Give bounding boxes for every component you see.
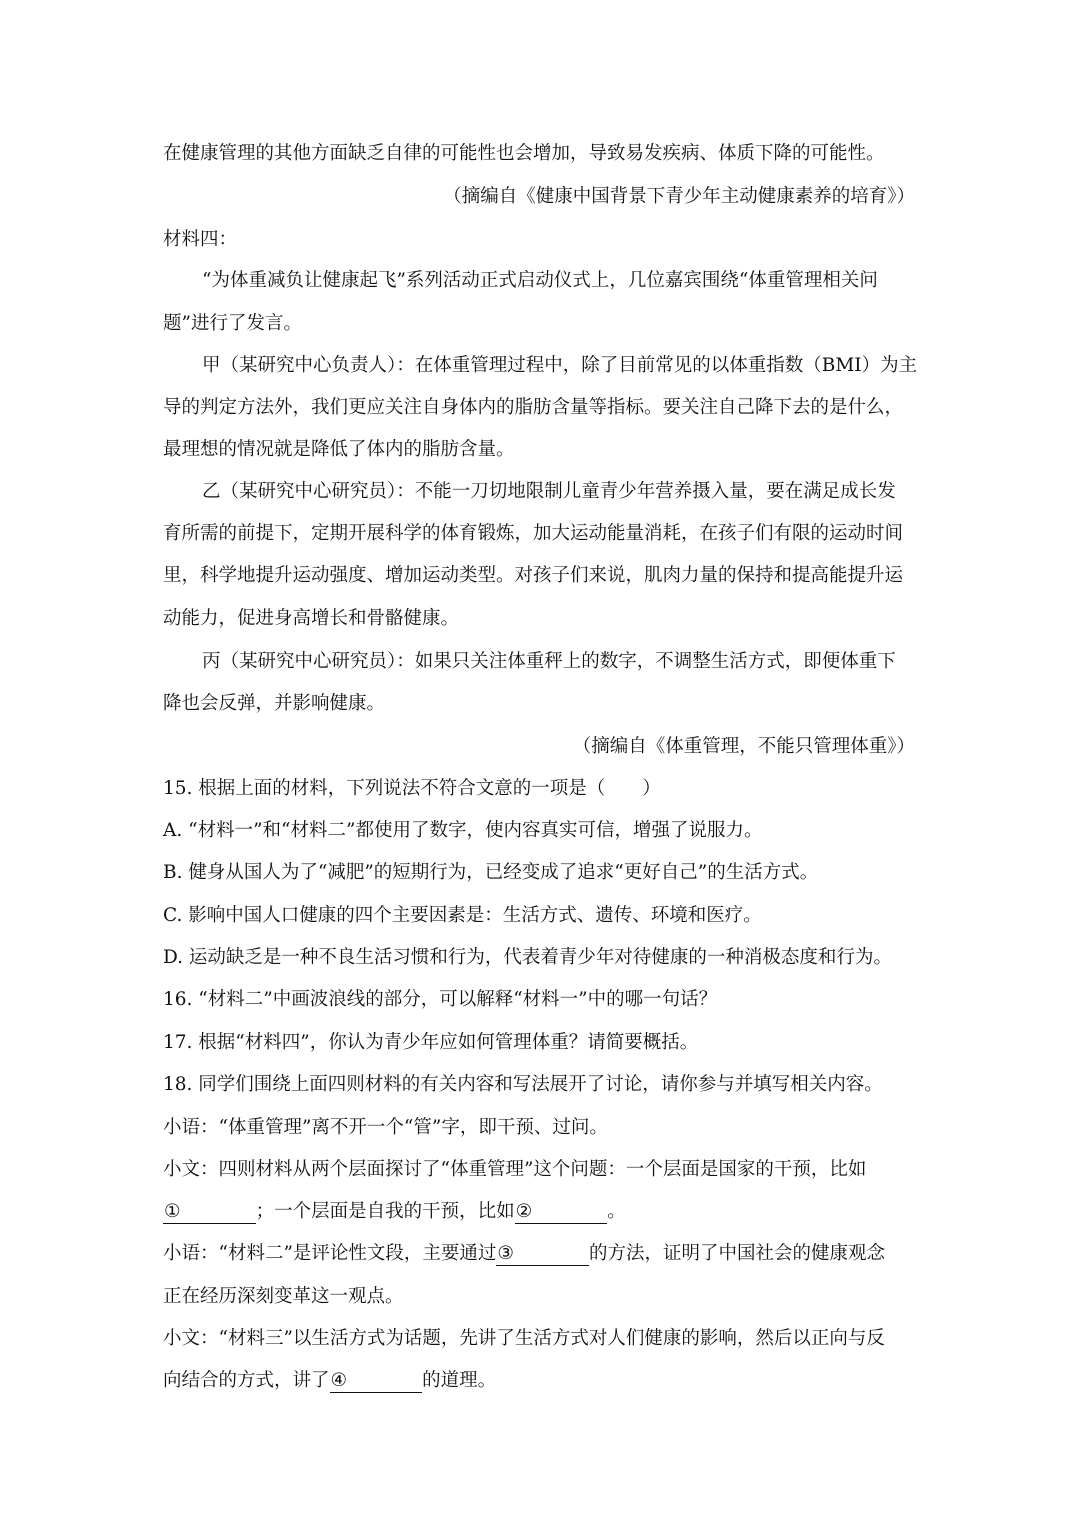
discussion-text: 的道理。 (422, 1370, 497, 1391)
answer-blank-1[interactable]: ① (164, 1201, 255, 1222)
material4-jia-line1: 甲（某研究中心负责人）：在体重管理过程中，除了目前常见的以体重指数（BMI）为主 (202, 355, 918, 376)
discussion-line-5: 正在经历深刻变革这一观点。 (163, 1286, 404, 1307)
material4-yi-line1: 乙（某研究中心研究员）：不能一刀切地限制儿童青少年营养摄入量，要在满足成长发 (202, 481, 896, 502)
question-15-option-c: C. 影响中国人口健康的四个主要因素是：生活方式、遗传、环境和医疗。 (163, 905, 762, 926)
discussion-line-4 (163, 1241, 885, 1267)
material4-heading: 材料四： (163, 229, 238, 250)
discussion-line-1: 小语：“体重管理”离不开一个“管”字，即干预、过问。 (163, 1117, 608, 1138)
discussion-line-7 (163, 1368, 496, 1394)
discussion-text: 小语：“材料二”是评论性文段，主要通过 (163, 1243, 497, 1264)
material4-yi-line3: 里，科学地提升运动强度、增加运动类型。对孩子们来说，肌肉力量的保持和提高能提升运 (163, 565, 904, 586)
question-15-option-b: B. 健身从国人为了“减肥”的短期行为，已经变成了追求“更好自己”的生活方式。 (163, 862, 819, 883)
material4-source: （摘编自《体重管理，不能只管理体重》） (572, 736, 915, 757)
material3-source: （摘编自《健康中国背景下青少年主动健康素养的培育》） (443, 186, 915, 207)
question-15-option-d: D. 运动缺乏是一种不良生活习惯和行为，代表着青少年对待健康的一种消极态度和行为。 (163, 947, 892, 968)
material4-jia-line3: 最理想的情况就是降低了体内的脂肪含量。 (163, 439, 515, 460)
material3-tail-text: 在健康管理的其他方面缺乏自律的可能性也会增加，导致易发疾病、体质下降的可能性。 (163, 143, 885, 164)
material4-intro-line2: 题”进行了发言。 (163, 313, 302, 334)
question-18: 18. 同学们围绕上面四则材料的有关内容和写法展开了讨论，请你参与并填写相关内容。 (163, 1074, 883, 1095)
discussion-text: 。 (607, 1201, 626, 1222)
discussion-text: 向结合的方式，讲了 (163, 1370, 330, 1391)
answer-blank-3[interactable]: ③ (497, 1243, 589, 1264)
material4-yi-line4: 动能力，促进身高增长和骨骼健康。 (163, 608, 460, 629)
discussion-text: ；一个层面是自我的干预，比如 (255, 1201, 515, 1222)
question-17: 17. 根据“材料四”，你认为青少年应如何管理体重？请简要概括。 (163, 1032, 699, 1053)
discussion-text: 的方法，证明了中国社会的健康观念 (589, 1243, 886, 1264)
discussion-line-2: 小文：四则材料从两个层面探讨了“体重管理”这个问题：一个层面是国家的干预，比如 (163, 1159, 867, 1180)
discussion-line-6: 小文：“材料三”以生活方式为话题，先讲了生活方式对人们健康的影响，然后以正向与反 (163, 1328, 885, 1349)
discussion-line-3 (163, 1199, 626, 1225)
material4-intro-line1: “为体重减负让健康起飞”系列活动正式启动仪式上，几位嘉宾围绕“体重管理相关问 (202, 270, 878, 291)
material4-bing-line2: 降也会反弹，并影响健康。 (163, 693, 386, 714)
material4-bing-line1: 丙（某研究中心研究员）：如果只关注体重秤上的数字，不调整生活方式，即便体重下 (202, 651, 896, 672)
material4-jia-line2: 导的判定方法外，我们更应关注自身体内的脂肪含量等指标。要关注自己降下去的是什么， (163, 397, 904, 418)
material4-yi-line2: 育所需的前提下，定期开展科学的体育锻炼，加大运动能量消耗，在孩子们有限的运动时间 (163, 523, 904, 544)
question-15: 15. 根据上面的材料，下列说法不符合文意的一项是（ ） (163, 778, 661, 799)
question-16: 16. “材料二”中画波浪线的部分，可以解释“材料一”中的哪一句话？ (163, 989, 718, 1010)
answer-blank-2[interactable]: ② (515, 1201, 607, 1222)
answer-blank-4[interactable]: ④ (330, 1370, 422, 1391)
question-15-option-a: A. “材料一”和“材料二”都使用了数字，使内容真实可信，增强了说服力。 (163, 820, 763, 841)
